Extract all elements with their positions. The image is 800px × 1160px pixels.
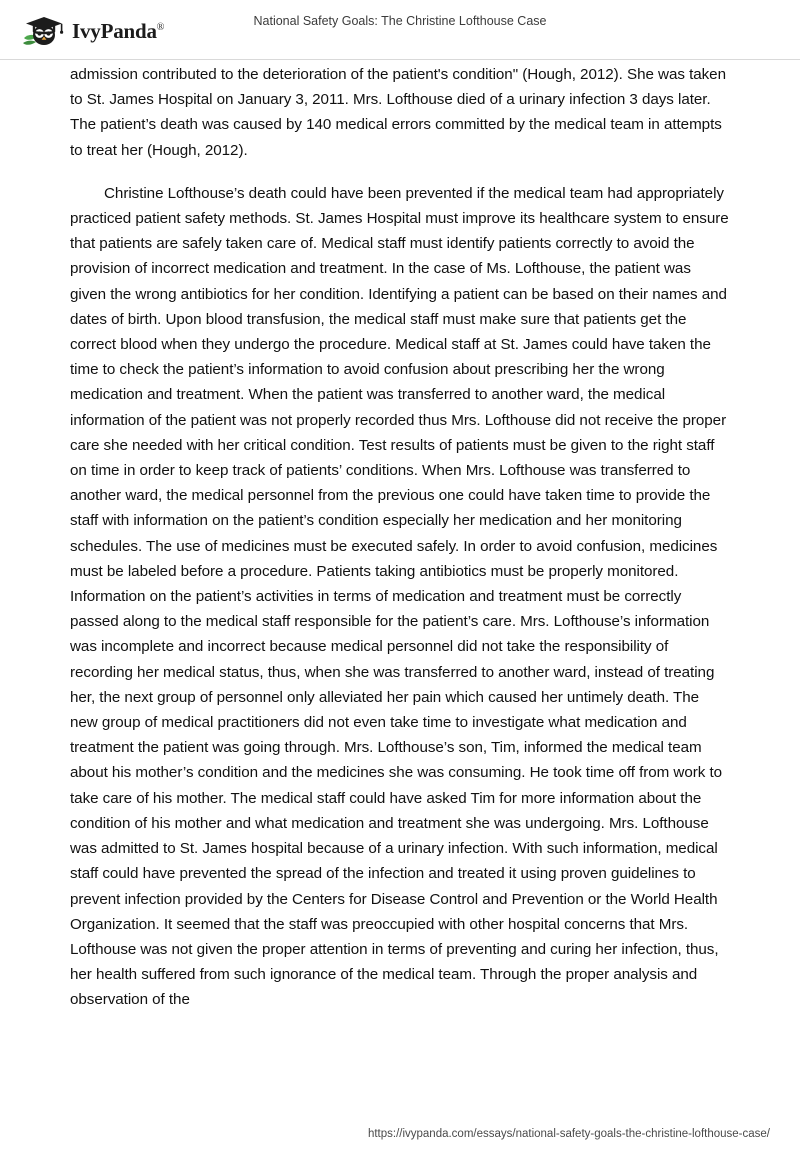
header-divider (0, 59, 800, 60)
source-url-link[interactable]: https://ivypanda.com/essays/national-safety-goals-the-christine-lofthouse-case/ (367, 1128, 770, 1140)
page-header (0, 0, 800, 60)
brand-name-text: IvyPanda (72, 18, 157, 43)
document-title: National Safety Goals: The Christine Lofthouse Case (253, 14, 547, 28)
page-footer (0, 1124, 800, 1142)
paragraph: Christine Lofthouse’s death could have been prevented if the medical team had appropriately practiced patient safety methods. St. James Hospital must improve its healthcare system to ensure that patients are safely taken care of. Medical staff must identify patients correctly to avoid the provision of incorrect medication and treatment. In the case of Ms. Lofthouse, the patient was given the wrong antibiotics for her condition. Identifying a patient can be based on their names and dates of birth. Upon blood transfusion, the medical staff must make sure that patients get the correct blood when they undergo the procedure. Medical staff at St. James could have taken the time to check the patient’s information to avoid confusion about prescribing her the wrong medication and treatment. When the patient was transferred to another ward, the medical information of the patient was not properly recorded thus Mrs. Lofthouse did not receive the proper care she needed with her critical condition. Test results of patients must be given to the right staff on time in order to keep track of patients’ conditions. When Mrs. Lofthouse was transferred to another ward, the medical personnel from the previous one could have taken time to provide the staff with information on the patient’s condition especially her medication and her monitoring schedules. The use of medicines must be executed safely. In order to avoid confusion, medicines must be labeled before a procedure. Patients taking antibiotics must be properly monitored. Information on the patient’s activities in terms of medication and treatment must be correctly passed along to the medical staff responsible for the patient’s care. Mrs. Lofthouse’s information was incomplete and incorrect because medical personnel did not take the responsibility of recording her medical status, thus, when she was transferred to another ward, instead of treating her, the next group of personnel only alleviated her pain which caused her untimely death. The new group of medical practitioners did not even take time to investigate what medication and treatment the patient was going through. Mrs. Lofthouse’s son, Tim, informed the medical team about his mother’s condition and the medicines she was consuming. He took time off from work to take care of his mother. The medical staff could have asked Tim for more information about the condition of his mother and what medication and treatment she was undergoing. Mrs. Lofthouse was admitted to St. James hospital because of a urinary infection. With such information, medical staff could have prevented the spread of the infection and treated it using proven guidelines to prevent infection provided by the Centers for Disease Control and Prevention or the World Health Organization. It seemed that the staff was preoccupied with other hospital concerns that Mrs. Lofthouse was not given the proper attention in terms of preventing and curing her infection, thus, her health suffered from such ignorance of the medical team. Through the proper analysis and observation of the (70, 184, 729, 1009)
document-body (70, 62, 730, 1013)
paragraph: admission contributed to the deterioration of the patient's condition" (Hough, 2012). She was taken to St. James Hospital on January 3, 2011. Mrs. Lofthouse died of a urinary infection 3 days later. The patient’s death was caused by 140 medical errors committed by the medical team in attempts to treat her (Hough, 2012). (70, 66, 726, 159)
registered-mark: ® (156, 21, 165, 33)
